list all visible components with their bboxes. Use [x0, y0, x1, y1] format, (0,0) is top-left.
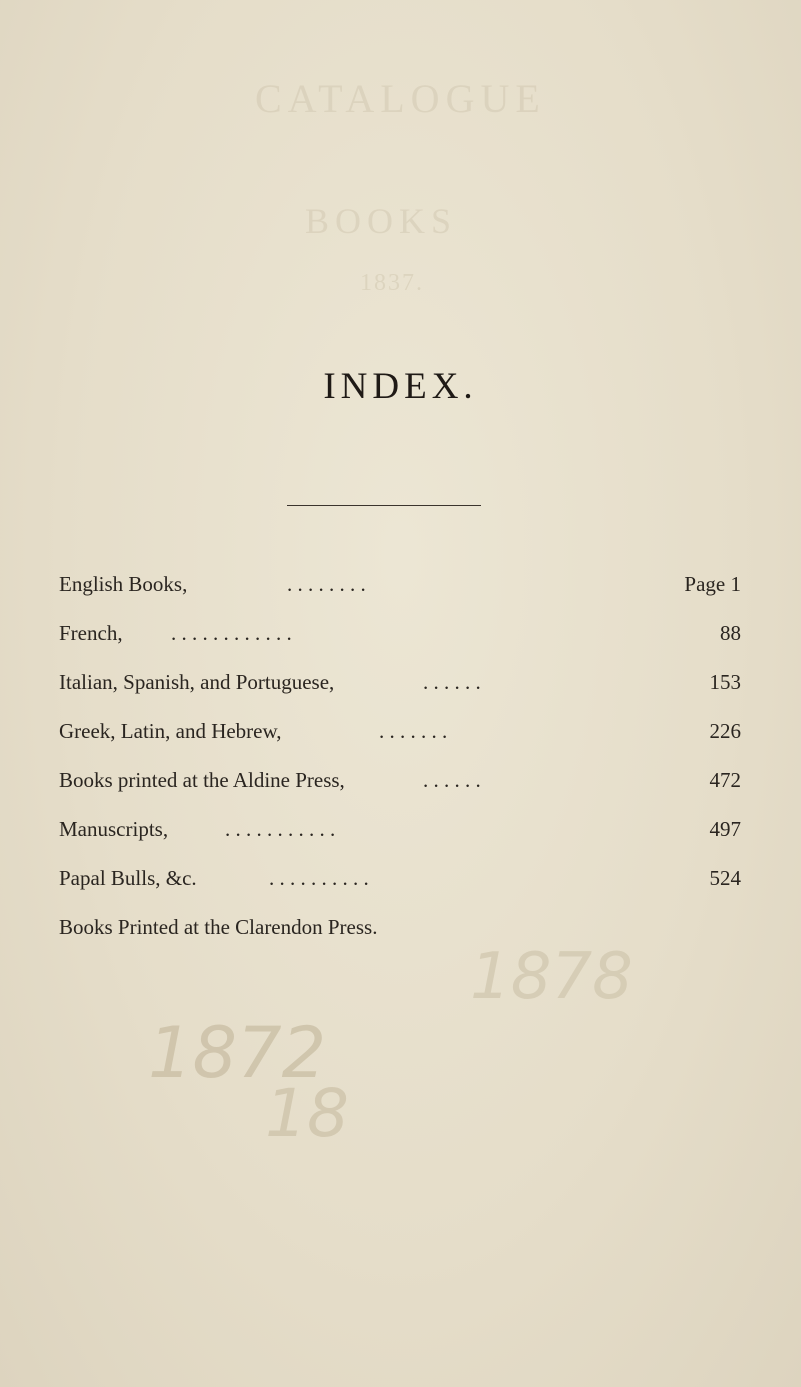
index-entry	[59, 613, 741, 653]
entry-label: Books Printed at the Clarendon Press.	[59, 915, 378, 939]
dot-leader: . . . . . .	[423, 670, 481, 694]
dot-leader: . . . . . . . .	[287, 572, 366, 596]
index-entry	[59, 809, 741, 849]
pencil-mark: 1878	[470, 940, 633, 1014]
dot-leader: . . . . . .	[423, 768, 481, 792]
entry-page: 153	[709, 670, 741, 694]
index-entry	[59, 662, 741, 702]
entry-page: Page 1	[684, 572, 741, 596]
show-through-text: 1837.	[360, 270, 424, 296]
show-through-text: CATALOGUE	[255, 76, 546, 121]
index-entry	[59, 711, 741, 751]
entry-label: French,	[59, 621, 123, 645]
entry-page: 226	[709, 719, 741, 743]
entry-label: Papal Bulls, &c.	[59, 866, 197, 890]
entry-label: Italian, Spanish, and Portuguese,	[59, 670, 335, 694]
entry-page: 88	[720, 621, 741, 645]
entry-label: Books printed at the Aldine Press,	[59, 768, 345, 792]
entry-page: 497	[709, 817, 741, 841]
entry-label: Greek, Latin, and Hebrew,	[59, 719, 282, 743]
dot-leader: . . . . . . . . . . . .	[171, 621, 292, 645]
dot-leader: . . . . . . .	[379, 719, 448, 743]
index-entry	[59, 858, 741, 898]
entry-page: 472	[709, 768, 741, 792]
dot-leader: . . . . . . . . . . .	[225, 817, 336, 841]
index-entry	[59, 564, 741, 604]
pencil-mark: 18	[265, 1075, 349, 1152]
entry-page: 524	[709, 866, 741, 890]
index-entry	[59, 907, 741, 947]
page-title: INDEX.	[323, 366, 478, 407]
index-entry	[59, 760, 741, 800]
entry-label: English Books,	[59, 572, 188, 596]
show-through-text: BOOKS	[305, 201, 458, 241]
entry-label: Manuscripts,	[59, 817, 169, 841]
title-rule	[287, 505, 481, 506]
pencil-mark: 1872	[148, 1012, 327, 1094]
dot-leader: . . . . . . . . . .	[269, 866, 369, 890]
